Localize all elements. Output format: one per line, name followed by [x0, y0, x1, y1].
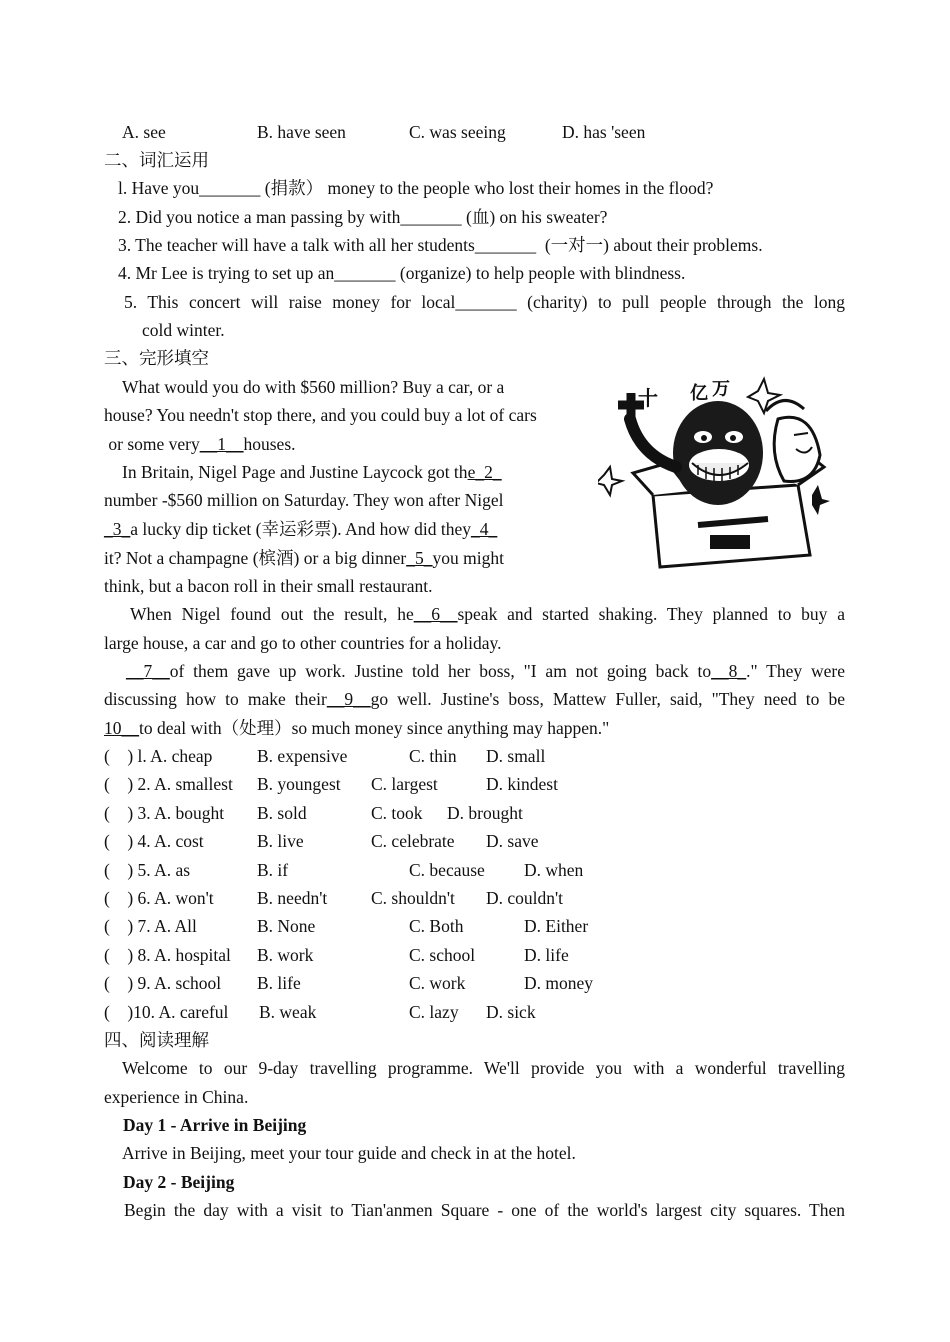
choice-option-b: B. live — [257, 831, 304, 852]
cloze-paragraph-line: large house, a car and go to other countries for a holiday. — [104, 633, 502, 653]
cartoon-illustration — [598, 375, 832, 575]
option-a: A. see — [122, 122, 166, 142]
cloze-paragraph-line — [104, 689, 845, 709]
cloze-paragraph-line: think, but a bacon roll in their small restaurant. — [104, 576, 433, 596]
blank-6: __6__ — [413, 604, 458, 624]
text: a lucky dip ticket (幸运彩票). And how did they — [130, 519, 471, 539]
choice-question: ( ) 2. A. smallest — [104, 774, 233, 795]
blank-4: _4_ — [470, 519, 498, 539]
cloze-paragraph-line — [126, 661, 845, 681]
text: you might — [432, 548, 504, 568]
choice-option-b: B. needn't — [257, 888, 328, 908]
choice-option-d: D. when — [524, 859, 584, 880]
cloze-paragraph-line — [130, 604, 845, 624]
choice-option-c: C. largest — [371, 774, 438, 795]
reading-intro: Welcome to our 9-day travelling programme. We'll provide you with a wonderful travelling — [122, 1058, 845, 1078]
blank-8: __8_ — [711, 661, 747, 681]
vocab-question-2: 2. Did you notice a man passing by with_______ (血) on his sweater? — [118, 207, 608, 227]
vocab-question-5-cont: cold winter. — [142, 320, 225, 340]
choice-option-c: C. school — [409, 944, 476, 965]
text: or some very — [104, 434, 200, 454]
choice-option-b: B. work — [257, 944, 314, 965]
choice-question: ( ) 9. A. school — [104, 973, 222, 994]
blank-1: __1__ — [199, 434, 244, 454]
choice-option-c: C. celebrate — [371, 831, 455, 852]
choice-option-b: B. sold — [257, 802, 307, 823]
choice-option-d: D. couldn't — [486, 888, 564, 908]
choice-option-d: D. save — [486, 831, 539, 852]
blank-2: e_2_ — [467, 462, 502, 482]
choice-option-d: D. small — [486, 746, 546, 766]
reading-intro-cont: experience in China. — [104, 1087, 249, 1107]
choice-option-b: B. life — [257, 973, 301, 994]
vocab-question-5: 5. This concert will raise money for local_______ (charity) to pull people through the long — [124, 292, 845, 312]
choice-question: ( ) 6. A. won't — [104, 888, 214, 908]
text: In Britain, Nigel Page and Justine Laycock got th — [122, 462, 468, 482]
choice-option-b: B. expensive — [257, 746, 348, 766]
choice-option-c: C. lazy — [409, 1001, 459, 1022]
text: go well. Justine's boss, Mattew Fuller, said, "They need to be — [370, 689, 845, 709]
choice-question: ( ) 4. A. cost — [104, 831, 204, 852]
cloze-paragraph-line: What would you do with $560 million? Buy a car, or a — [122, 377, 505, 397]
choice-option-d: D. brought — [447, 802, 523, 823]
choice-question: ( ) 3. A. bought — [104, 802, 225, 823]
blank-10: 10__ — [104, 718, 139, 738]
cloze-paragraph-line: house? You needn't stop there, and you could buy a lot of cars — [104, 405, 537, 425]
cartoon-char: 亿 — [690, 383, 708, 404]
blank-5: _5_ — [406, 548, 433, 568]
choice-option-c: C. took — [371, 802, 423, 823]
blank-9: __9__ — [326, 689, 371, 709]
choice-question: ( ) 5. A. as — [104, 859, 191, 880]
cloze-paragraph-line: number -$560 million on Saturday. They won after Nigel — [104, 490, 504, 510]
choice-option-b: B. youngest — [257, 774, 341, 795]
cartoon-char: 万 — [712, 379, 730, 400]
choice-option-c: C. work — [409, 973, 466, 994]
option-d: D. has 'seen — [562, 122, 646, 142]
cloze-paragraph-line — [104, 434, 296, 454]
choice-option-c: C. thin — [409, 746, 457, 766]
choice-question: ( ) l. A. cheap — [104, 746, 213, 766]
cartoon-char: 十 — [638, 386, 658, 410]
option-c: C. was seeing — [409, 122, 506, 142]
blank-7: __7__ — [126, 661, 170, 681]
text: it? Not a champagne (槟酒) or a big dinner — [104, 548, 407, 568]
day-2-text: Begin the day with a visit to Tian'anmen Square - one of the world's largest city squares. Then — [124, 1200, 845, 1220]
vocab-question-4: 4. Mr Lee is trying to set up an_______ (organize) to help people with blindness. — [118, 263, 686, 283]
choice-option-b: B. weak — [259, 1001, 317, 1022]
choice-option-d: D. kindest — [486, 774, 558, 795]
cloze-paragraph-line — [104, 548, 504, 568]
choice-option-c: C. shouldn't — [371, 888, 455, 908]
section-heading-cloze: 三、完形填空 — [104, 348, 209, 368]
choice-option-b: B. if — [257, 859, 289, 880]
text: discussing how to make their — [104, 689, 327, 709]
vocab-question-3: 3. The teacher will have a talk with all her students_______ (一对一) about their problems. — [118, 235, 763, 255]
choice-question: ( ) 7. A. All — [104, 916, 197, 937]
option-b: B. have seen — [257, 122, 346, 142]
text: to deal with（处理）so much money since anything may happen." — [139, 718, 610, 738]
day-1-text: Arrive in Beijing, meet your tour guide and check in at the hotel. — [122, 1143, 576, 1163]
choice-option-c: C. because — [409, 859, 485, 880]
choice-option-d: D. Either — [524, 916, 589, 937]
choice-option-d: D. money — [524, 973, 594, 994]
choice-option-b: B. None — [257, 916, 316, 937]
cloze-paragraph-line — [104, 718, 609, 738]
cloze-paragraph-line — [122, 462, 502, 482]
cloze-paragraph-line — [104, 519, 497, 539]
choice-question: ( )10. A. careful — [104, 1001, 229, 1022]
text: ." They were — [746, 661, 846, 681]
choice-option-c: C. Both — [409, 916, 464, 937]
choice-option-d: D. sick — [486, 1001, 536, 1022]
text: houses. — [243, 434, 296, 454]
section-heading-vocabulary: 二、词汇运用 — [104, 150, 209, 170]
text: speak and started shaking. They planned to buy a — [457, 604, 845, 624]
day-1-title: Day 1 - Arrive in Beijing — [123, 1115, 307, 1135]
section-heading-reading: 四、阅读理解 — [104, 1030, 209, 1050]
day-2-title: Day 2 - Beijing — [123, 1172, 235, 1192]
text: When Nigel found out the result, he — [130, 604, 414, 624]
choice-option-d: D. life — [524, 944, 569, 965]
vocab-question-1: l. Have you_______ (捐款） money to the people who lost their homes in the flood? — [118, 178, 714, 198]
text: of them gave up work. Justine told her boss, "I am not going back to — [169, 661, 712, 681]
blank-3: _3_ — [104, 519, 131, 539]
choice-question: ( ) 8. A. hospital — [104, 944, 231, 965]
